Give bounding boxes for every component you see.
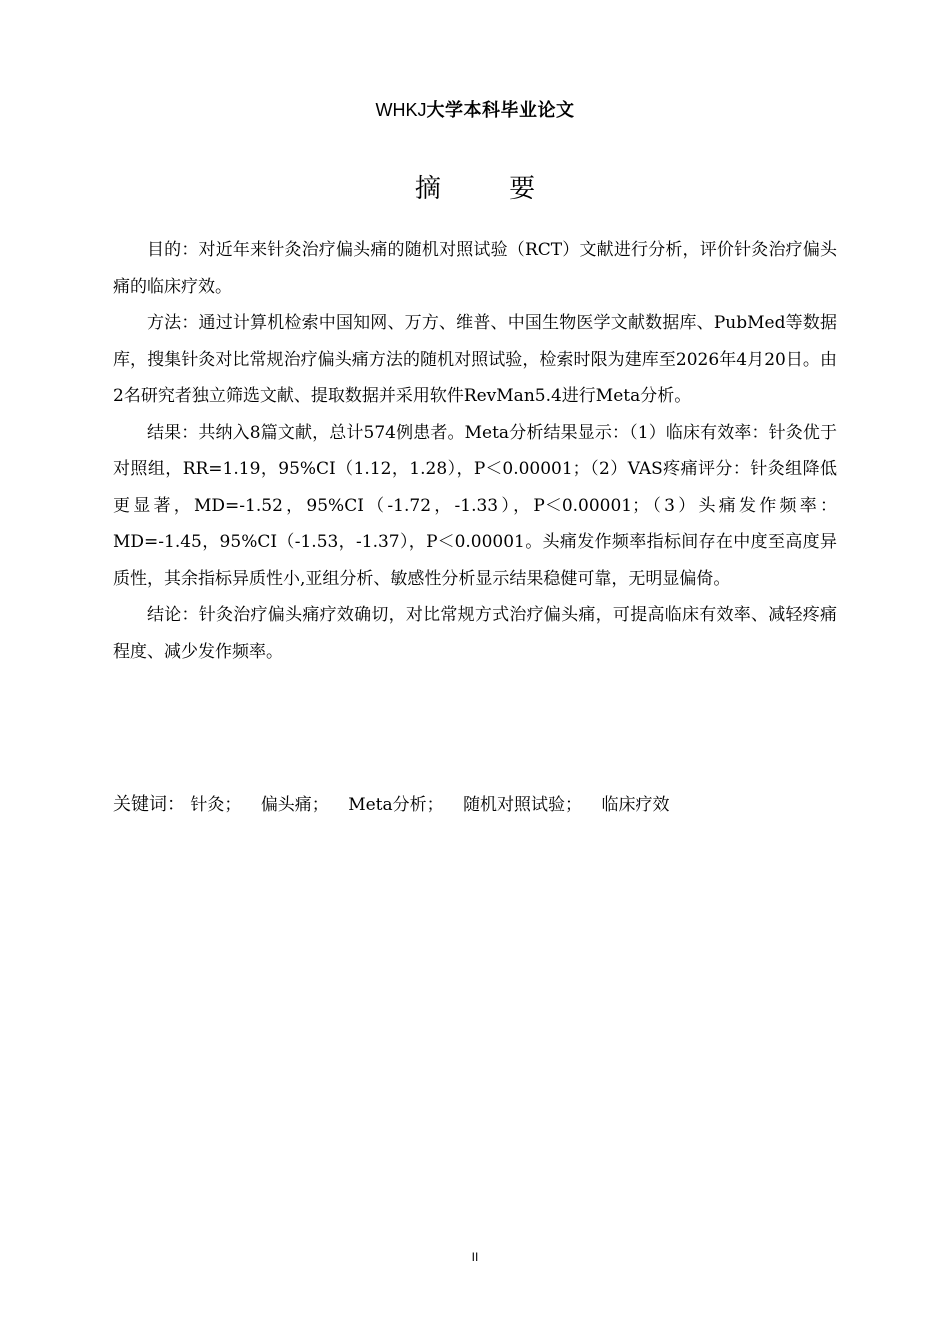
keyword-item: 随机对照试验； <box>463 795 583 815</box>
page-number: II <box>471 1250 479 1264</box>
running-header <box>0 96 950 122</box>
keyword-item: 偏头痛； <box>260 795 329 815</box>
results-label: 结果： <box>147 422 199 443</box>
keyword-item: Meta分析； <box>348 795 444 815</box>
keyword-item: 针灸； <box>190 795 242 815</box>
results-paragraph <box>113 415 837 598</box>
conclusion-paragraph <box>113 597 837 670</box>
results-text: 共纳入8篇文献，总计574例患者。Meta分析结果显示：（1）临床有效率：针灸优于对照组，RR=1.19，95%CI（1.12，1.28），P＜0.00001；（2）VAS疼痛评分：针灸组降低更显著，MD=-1.52，95%CI（-1.72，-1.33），P＜0.00001；（3）头痛发作频率：MD=-1.45，95%CI（-1.53，-1.37），P＜0.00001。头痛发作频率指标间存在中度至高度异质性，其余指标异质性小,亚组分析、敏感性分析显示结果稳健可靠，无明显偏倚。 <box>113 422 838 589</box>
abstract-body <box>113 232 837 670</box>
methods-text: 通过计算机检索中国知网、万方、维普、中国生物医学文献数据库、PubMed等数据库，搜集针灸对比常规治疗偏头痛方法的随机对照试验，检索时限为建库至2026年4月20日。由2名研究者独立筛选文献、提取数据并采用软件RevMan5.4进行Meta分析。 <box>113 313 837 406</box>
methods-label: 方法： <box>147 313 199 333</box>
header-university-code: WHKJ <box>375 100 427 120</box>
keyword-item: 临床疗效 <box>601 795 670 815</box>
objective-label: 目的： <box>147 240 199 260</box>
keywords-line <box>113 790 837 820</box>
conclusion-text: 针灸治疗偏头痛疗效确切，对比常规方式治疗偏头痛，可提高临床有效率、减轻疼痛程度、减少发作频率。 <box>113 605 838 662</box>
header-thesis-type: 大学本科毕业论文 <box>426 100 575 121</box>
objective-paragraph <box>113 232 837 305</box>
objective-text: 对近年来针灸治疗偏头痛的随机对照试验（RCT）文献进行分析，评价针灸治疗偏头痛的临床疗效。 <box>113 240 837 297</box>
abstract-heading: 摘 要 <box>414 174 566 204</box>
keywords-label: 关键词： <box>113 794 185 815</box>
conclusion-label: 结论： <box>147 605 199 625</box>
methods-paragraph <box>113 305 837 415</box>
